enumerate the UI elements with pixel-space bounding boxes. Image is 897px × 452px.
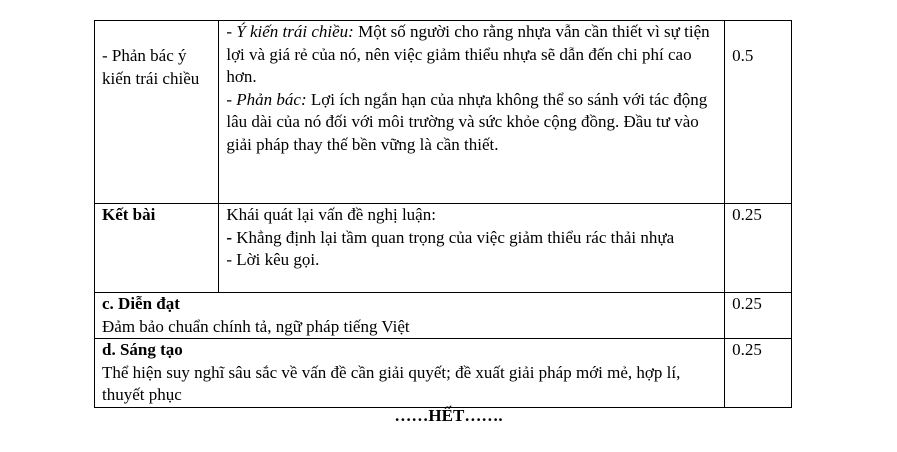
- rebuttal-term: Phản bác:: [236, 89, 307, 109]
- table-row-phan-bac: [95, 21, 792, 204]
- score-cell-sang-tao: [725, 339, 792, 408]
- ket-bai-point-1: [226, 227, 717, 250]
- ket-bai-intro: Khái quát lại vấn đề nghị luận:: [226, 205, 436, 224]
- criterion-content-dien-dat: [95, 293, 725, 339]
- sang-tao-text: Thể hiện suy nghĩ sâu sắc về vấn đề cần giải quyết; đề xuất giải pháp mới mẻ, hợp lí, thuyết phục: [102, 362, 681, 404]
- phan-bac-label: - Phản bác ý kiến trái chiều: [102, 46, 200, 88]
- opposing-prefix: -: [226, 22, 237, 41]
- opposing-view-paragraph: [226, 21, 717, 89]
- criterion-content-phan-bac: [219, 21, 725, 204]
- criterion-content-ket-bai: [219, 204, 725, 293]
- ket-bai-label: Kết bài: [102, 205, 156, 224]
- ket-bai-point-1-text: Khẳng định lại tầm quan trọng của việc giảm thiểu rác thải nhựa: [232, 227, 675, 247]
- opposing-view-term: Ý kiến trái chiều:: [236, 22, 354, 41]
- end-marker: ……HẾT…….: [394, 406, 503, 425]
- sang-tao-title: d. Sáng tạo: [102, 340, 183, 359]
- dien-dat-title: c. Diễn đạt: [102, 294, 180, 313]
- rebuttal-paragraph: [226, 89, 717, 157]
- score-cell-phan-bac: [725, 21, 792, 204]
- dien-dat-text: Đảm bảo chuẩn chính tả, ngữ pháp tiếng Việt: [102, 316, 410, 336]
- table-row-ket-bai: [95, 204, 792, 293]
- rebuttal-prefix: -: [226, 89, 237, 109]
- criterion-label-ket-bai: [95, 204, 219, 293]
- score-cell-ket-bai: [725, 204, 792, 293]
- ket-bai-point-1-dash: -: [226, 227, 233, 247]
- score-phan-bac: 0.5: [732, 46, 754, 65]
- table-row-sang-tao: [95, 339, 792, 408]
- score-cell-dien-dat: [725, 293, 792, 339]
- rebuttal-text: Lợi ích ngắn hạn của nhựa không thể so sánh với tác động lâu dài của nó đối với môi trường và sức khỏe cộng đồng. Đầu tư vào giải pháp thay thế bền vững là cần thiết.: [226, 89, 708, 154]
- grading-rubric-table: [94, 20, 792, 408]
- score-sang-tao: 0.25: [732, 340, 762, 359]
- opposing-view-text: Một số người cho rằng nhựa vẫn cần thiết vì sự tiện lợi và giá rẻ của nó, nên việc giảm thiểu nhựa sẽ dẫn đến chi phí cao hơn.: [226, 22, 710, 86]
- score-ket-bai: 0.25: [732, 205, 762, 224]
- criterion-content-sang-tao: [95, 339, 725, 408]
- score-dien-dat: 0.25: [732, 294, 762, 313]
- criterion-label-phan-bac: [95, 21, 219, 204]
- ket-bai-point-2: - Lời kêu gọi.: [226, 250, 320, 269]
- table-row-dien-dat: [95, 293, 792, 339]
